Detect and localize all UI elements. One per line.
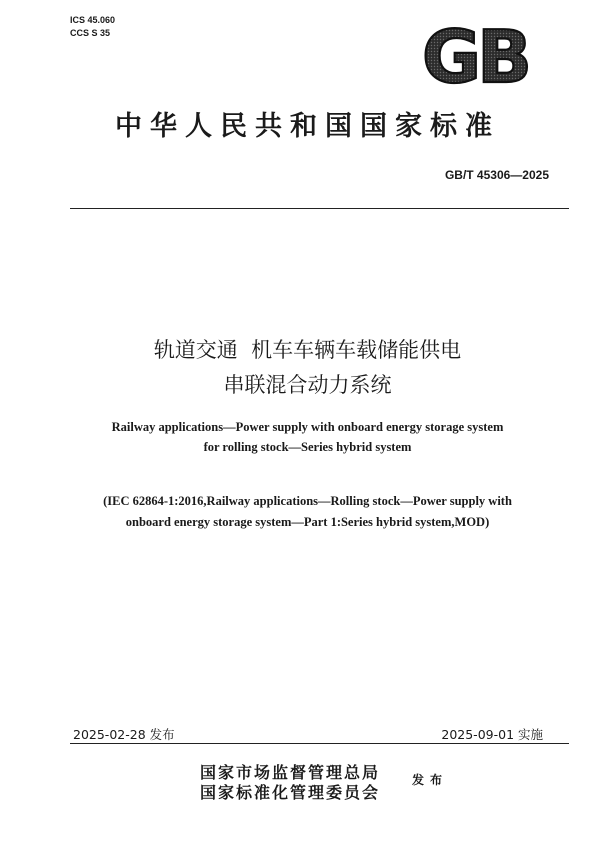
gb-logo-lettering: GB [422,20,528,90]
issue-label: 发布 [412,773,449,787]
footer-divider [70,743,569,744]
issuer-line-2: 国家标准化管理委员会 [200,783,381,802]
implement-date: 2025-09-01 实施 [441,727,543,742]
gb-logo [412,20,538,90]
cn-title-line-1: 轨道交通 机车车辆车载储能供电 [153,338,462,362]
iec-reference-line-1: (IEC 62864-1:2016,Railway applications—Rolling stock—Power supply with [103,494,512,508]
classification-codes [70,14,115,40]
cn-title-line-2: 串联混合动力系统 [223,373,392,397]
ics-code: ICS 45.060 [70,15,116,25]
iec-reference-line-2: onboard energy storage system—Part 1:Series hybrid system,MOD) [125,515,490,529]
en-title-line-1: Railway applications—Power supply with onboard energy storage system [111,420,504,434]
header-divider [70,208,569,209]
standard-number: GB/T 45306—2025 [444,168,549,182]
ccs-code: CCS S 35 [70,28,111,38]
publish-date: 2025-02-28 发布 [73,727,175,742]
standard-title: 中华人民共和国国家标准 [115,111,500,142]
en-title-line-2: for rolling stock—Series hybrid system [203,440,412,454]
issuer-line-1: 国家市场监督管理总局 [200,763,381,782]
